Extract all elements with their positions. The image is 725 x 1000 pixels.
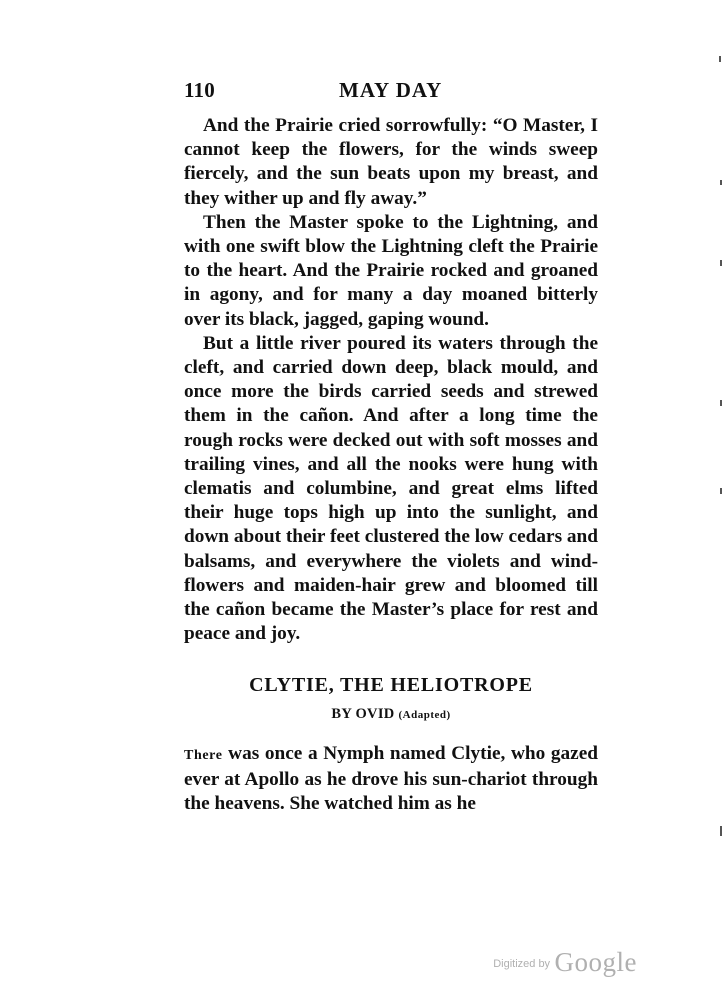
watermark-brand: Google — [554, 947, 637, 977]
body-text — [184, 114, 598, 646]
scan-mark — [720, 260, 722, 266]
byline — [184, 706, 598, 723]
byline-note: (Adapted) — [398, 709, 451, 721]
paragraph-river-canon: But a little river poured its waters through the cleft, and carried down deep, black mould, and once more the birds carried seeds and strewed them in the cañon. And after a long time the rough rocks were decked out with soft mosses and trailing vines, and all the nooks were hung with clematis and columbine, and great elms lifted their huge tops high up into the sunlight, and down about their feet clustered the low cedars and balsams, and everywhere the violets and wind-flowers and maiden-hair grew and bloomed till the cañon became the Master’s place for rest and peace and joy. — [184, 332, 598, 645]
digitized-watermark — [493, 947, 637, 978]
scan-mark — [720, 488, 722, 494]
section-title: CLYTIE, THE HELIOTROPE — [249, 674, 533, 696]
running-head — [184, 78, 599, 108]
paragraph-lightning: Then the Master spoke to the Lightning, and with one swift blow the Lightning cleft the Prairie to the heart. And the Prairie rocked and groaned in agony, and for many a day moaned bitterly over its black, jagged, gaping wound. — [184, 211, 598, 330]
story-lead-word: There — [184, 748, 223, 763]
watermark-prefix: Digitized by — [493, 958, 551, 970]
scan-mark — [720, 400, 722, 406]
story-opening — [184, 742, 598, 817]
page-number: 110 — [184, 78, 215, 102]
story-text: was once a Nymph named Clytie, who gazed ever at Apollo as he drove his sun-chariot through the heavens. She watched him as he — [184, 743, 598, 815]
scan-mark — [720, 180, 722, 185]
paragraph-prairie-cries: And the Prairie cried sorrowfully: “O Master, I cannot keep the flowers, for the winds sweep fiercely, and the sun beats upon my breast, and they wither up and fly away.” — [184, 115, 598, 209]
byline-author: BY OVID — [331, 706, 395, 722]
running-title: MAY DAY — [339, 78, 443, 102]
scan-mark — [719, 56, 721, 62]
scan-mark — [720, 826, 722, 836]
